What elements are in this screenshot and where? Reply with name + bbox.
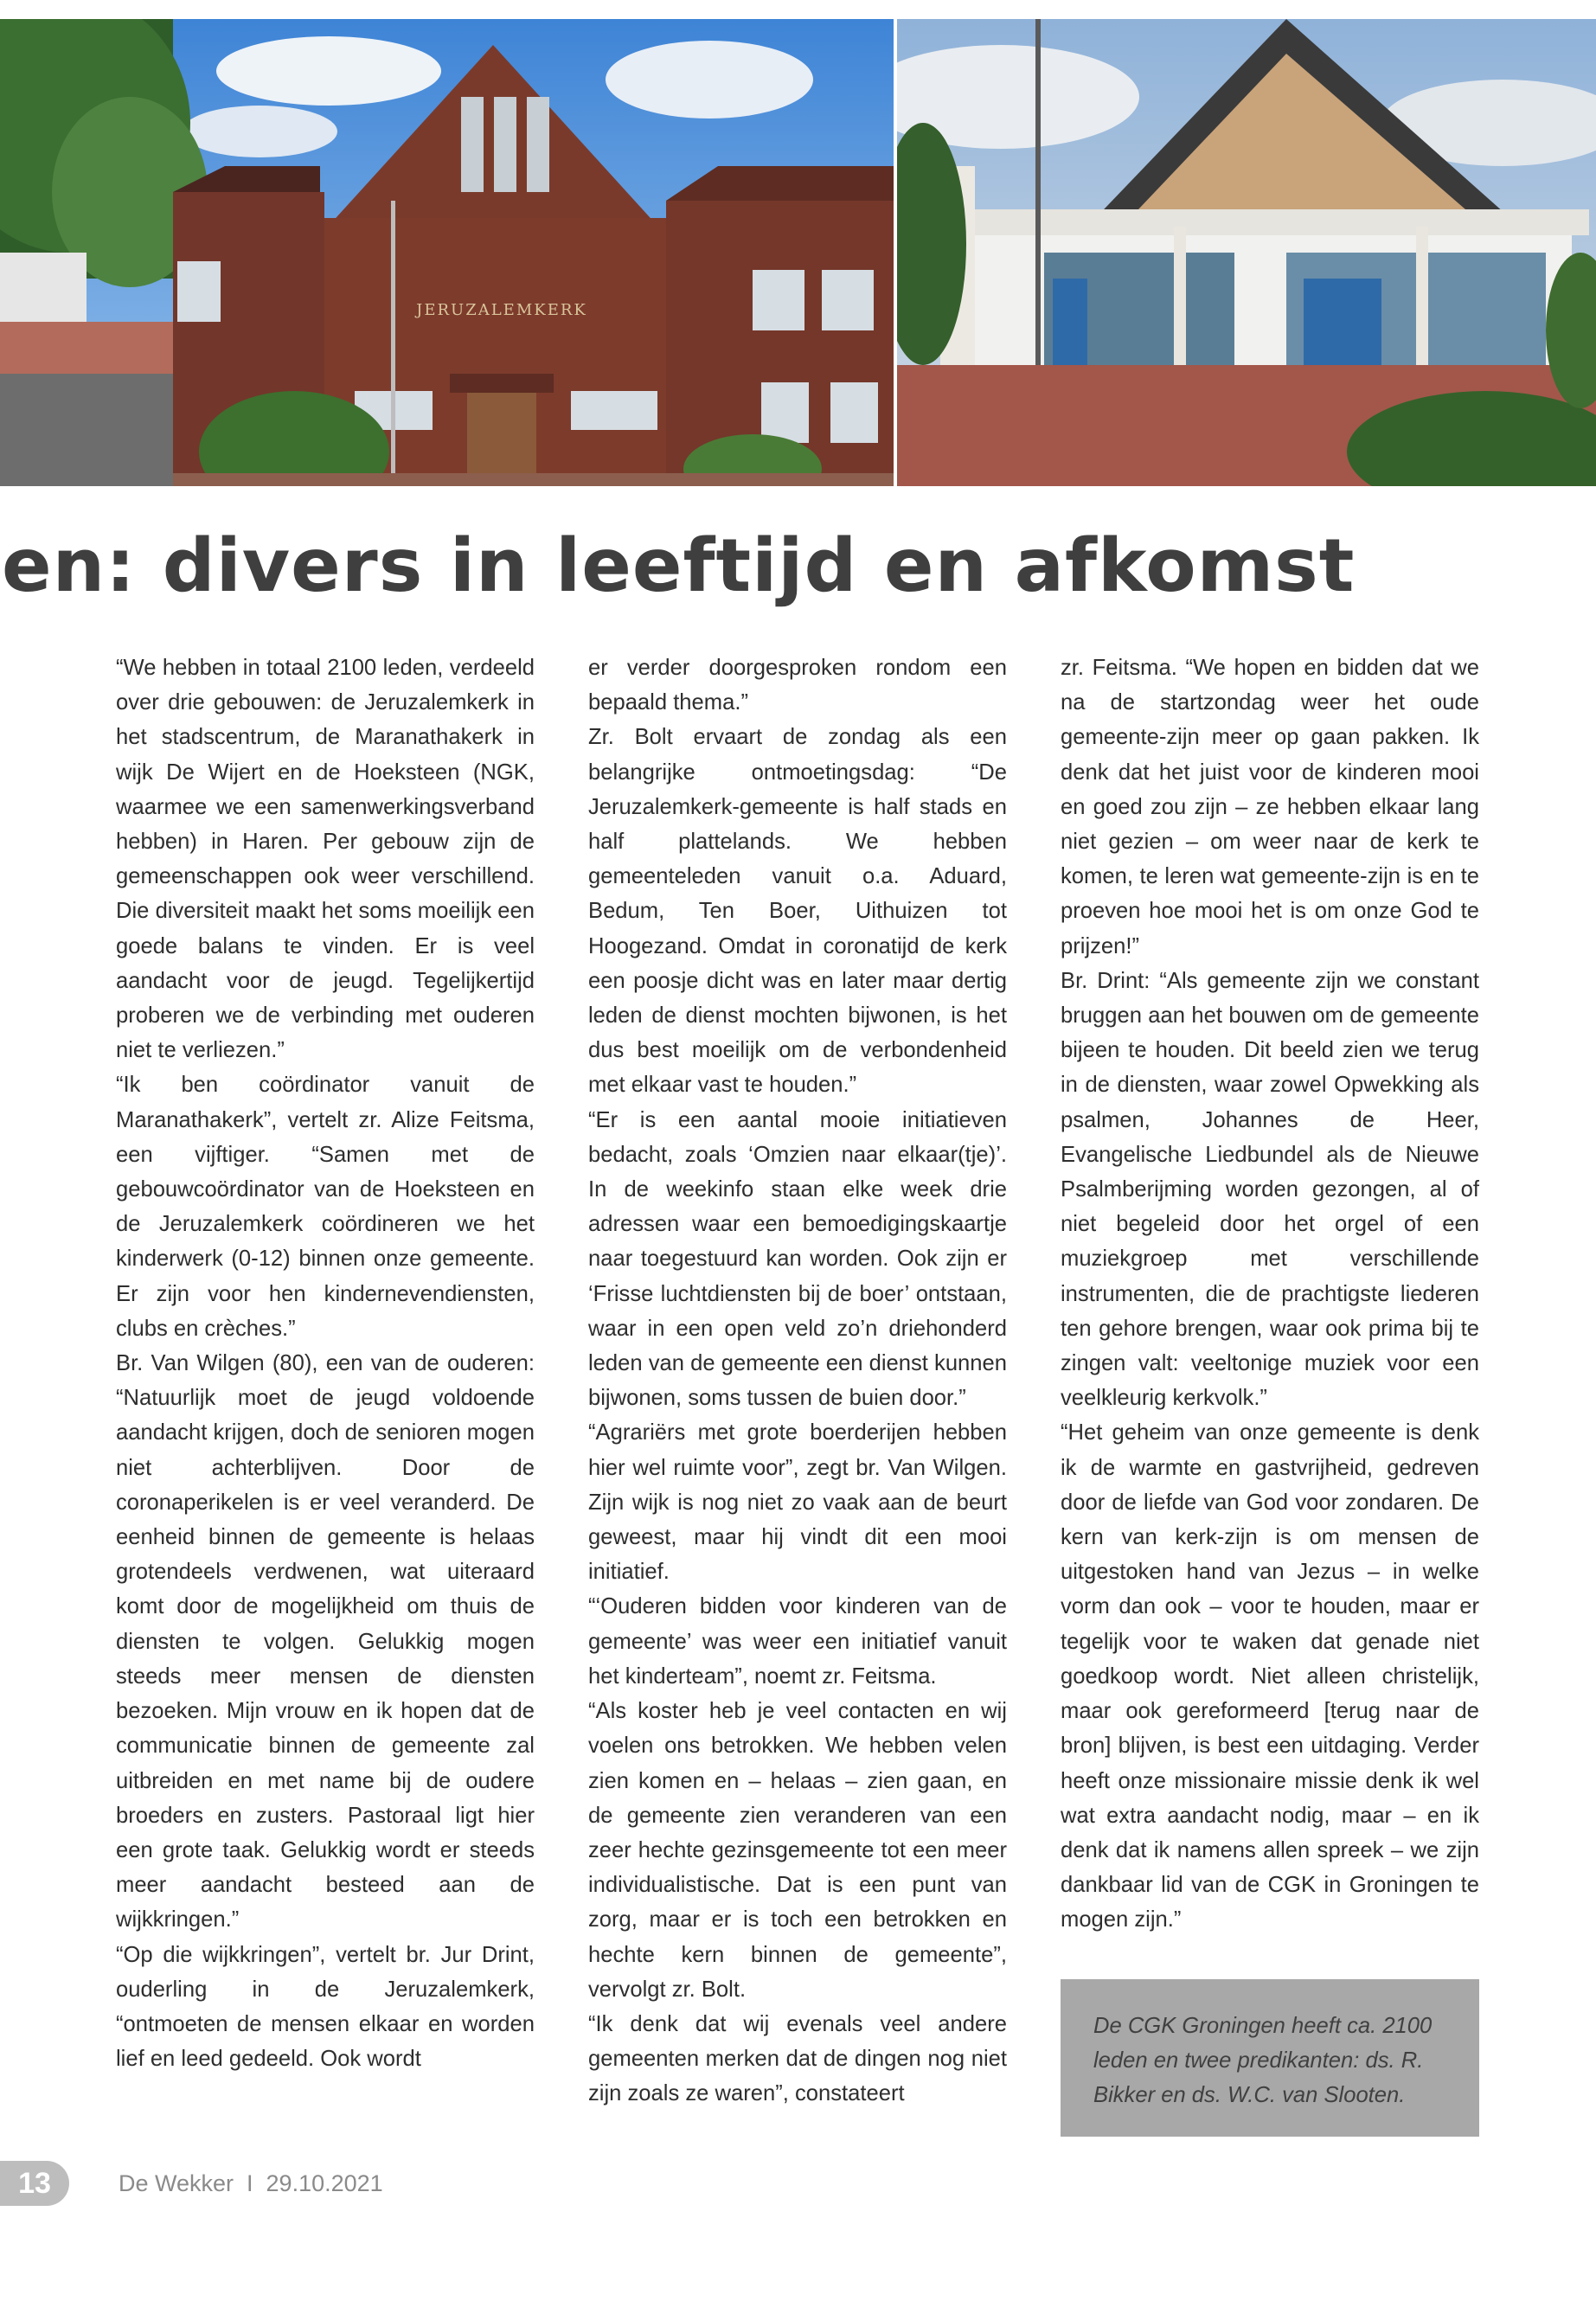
paragraph: zr. Feitsma. “We hopen en bidden dat we na de startzondag weer het oude gemeente-zijn meer op gaan pakken. Ik denk dat het juist voor de kinderen mooi en goed zou zijn – ze hebben elkaar lang niet gezien – om weer naar de kerk te komen, te leren wat gemeente-zijn is en te proeven hoe mooi het is om onze God te prijzen!” bbox=[1061, 656, 1479, 958]
maranathakerk-photo bbox=[897, 19, 1596, 486]
paragraph: “Het geheim van onze gemeente is denk ik de warmte en gastvrijheid, gedreven door de liefde van God voor zondaren. De kern van kerk-zijn is om mensen de uitgestoken hand van Jezus – in welke vorm dan ook – voor te houden, maar er tegelijk voor te waken dat genade niet goedkoop wordt. Niet alleen christelijk, maar ook gereformeerd [terug naar de bron] blijven, is best een uitdaging. Verder heeft onze missionaire missie denk ik wel wat extra aandacht nodig, maar – en ik denk dat ik namens allen spreek – we zijn dankbaar lid van de CGK in Groningen te mogen zijn.” bbox=[1061, 1420, 1479, 1932]
paragraph: “Ik ben coördinator vanuit de Maranathakerk”, vertelt zr. Alize Feitsma, een vijftiger. “Samen met de gebouwcoördinator van de Hoeksteen en de Jeruzalemkerk coördineren we het kinderwerk (0-12) binnen onze gemeente. Er zijn voor hen kindernevendiensten, clubs en crèches.” bbox=[116, 1073, 535, 1341]
paragraph: “Als koster heb je veel contacten en wij voelen ons betrokken. We hebben velen zien komen en – helaas – zien gaan, en de gemeente zien veranderen van een zeer hechte gezinsgemeente tot een meer individualistische. Dat is een punt van zorg, maar er is toch een betrokken en hechte kern binnen de gemeente”, vervolgt zr. Bolt. bbox=[588, 1699, 1007, 2002]
paragraph: “Er is een aantal mooie initiatieven bedacht, zoals ‘Omzien naar elkaar(tje)’. In de weekinfo staan elke week drie adressen waar een bemoedigingskaartje naar toegestuurd kan worden. Ook zijn er ‘Frisse luchtdiensten bij de boer’ ontstaan, waar in een open veld zo’n driehonderd leden van de gemeente een dienst kunnen bijwonen, soms tussen de buien door.” bbox=[588, 1107, 1007, 1411]
paragraph: Br. Van Wilgen (80), een van de ouderen: “Natuurlijk moet de jeugd voldoende aandacht krijgen, doch de senioren mogen niet achterblijven. Door de coronaperikelen is er veel veranderd. De eenheid binnen de gemeente is helaas grotendeels verdwenen, wat uiteraard komt door de mogelijkheid om thuis de diensten te volgen. Gelukkig mogen steeds meer mensen de diensten bezoeken. Mijn vrouw en ik hopen dat de communicatie binnen de gemeente zal uitbreiden en met name bij de oudere broeders en zusters. Pastoraal ligt hier een grote taak. Gelukkig wordt er steeds meer aandacht besteed aan de wijkkringen.” bbox=[116, 1351, 535, 1932]
article-column-2 bbox=[588, 651, 1007, 2112]
jeruzalemkerk-photo bbox=[0, 19, 894, 486]
paragraph: er verder doorgesproken rondom een bepaald thema.” bbox=[588, 656, 1007, 715]
photo-strip bbox=[0, 19, 1596, 486]
paragraph: “‘Ouderen bidden voor kinderen van de gemeente’ was weer een initiatief vanuit het kinderteam”, noemt zr. Feitsma. bbox=[588, 1594, 1007, 1689]
jeruzalemkerk-illustration bbox=[0, 19, 894, 486]
church-sign-text: JERUZALEMKERK bbox=[416, 301, 587, 319]
article-column-3 bbox=[1061, 651, 1479, 1938]
maranathakerk-illustration bbox=[897, 19, 1596, 486]
page-number: 13 bbox=[0, 2161, 69, 2206]
publication-info: De Wekker I 29.10.2021 bbox=[119, 2170, 383, 2196]
paragraph: Br. Drint: “Als gemeente zijn we constant bruggen aan het bouwen om de gemeente bijeen te houden. Dit beeld zien we terug in de diensten, waar zowel Opwekking als psalmen, Johannes de Heer, Evangelische Liedbundel als de Nieuwe Psalmberijming worden gezongen, al of niet begeleid door het orgel of een muziekgroep met verschillende instrumenten, die de prachtigste liederen ten gehore brengen, waar ook prima bij te zingen valt: veeltonige muziek voor een veelkleurig kerkvolk.” bbox=[1061, 968, 1479, 1411]
paragraph: Zr. Bolt ervaart de zondag als een belangrijke ontmoetingsdag: “De Jeruzalemkerk-gemeente is half stads en half plattelands. We hebben gemeenteleden vanuit o.a. Aduard, Bedum, Ten Boer, Uithuizen tot Hoogezand. Omdat in coronatijd de kerk een poosje dicht was en later maar dertig leden de dienst mochten bijwonen, is het dus best moeilijk om de verbondenheid met elkaar vast te houden.” bbox=[588, 725, 1007, 1098]
paragraph: “We hebben in totaal 2100 leden, verdeeld over drie gebouwen: de Jeruzalemkerk in het stadscentrum, de Maranathakerk in wijk De Wijert en de Hoeksteen (NGK, waarmee we een samenwerkingsverband hebben) in Haren. Per gebouw zijn de gemeenschappen ook weer verschillend. Die diversiteit maakt het soms moeilijk een goede balans te vinden. Er is veel aandacht voor de jeugd. Tegelijkertijd proberen we de verbinding met ouderen niet te verliezen.” bbox=[116, 656, 535, 1063]
page-footer bbox=[0, 2161, 606, 2206]
headline: en: divers in leeftijd en afkomst bbox=[2, 523, 1356, 609]
paragraph: “Op die wijkkringen”, vertelt br. Jur Drint, ouderling in de Jeruzalemkerk, “ontmoeten de mensen elkaar en worden lief en leed gedeeld. Ook wordt bbox=[116, 1942, 535, 2072]
article-column-1 bbox=[116, 651, 535, 2076]
paragraph: “Ik denk dat wij evenals veel andere gemeenten merken dat de dingen nog niet zijn zoals ze waren”, constateert bbox=[588, 2011, 1007, 2106]
paragraph: “Agrariërs met grote boerderijen hebben hier wel ruimte voor”, zegt br. Van Wilgen. Zijn wijk is nog niet zo vaak aan de beurt geweest, maar hij vindt dit een mooi initiatief. bbox=[588, 1420, 1007, 1585]
info-box bbox=[1061, 1979, 1479, 2137]
info-box-text: De CGK Groningen heeft ca. 2100 leden en twee predikanten: ds. R. Bikker en ds. W.C. van Slooten. bbox=[1093, 2014, 1433, 2108]
